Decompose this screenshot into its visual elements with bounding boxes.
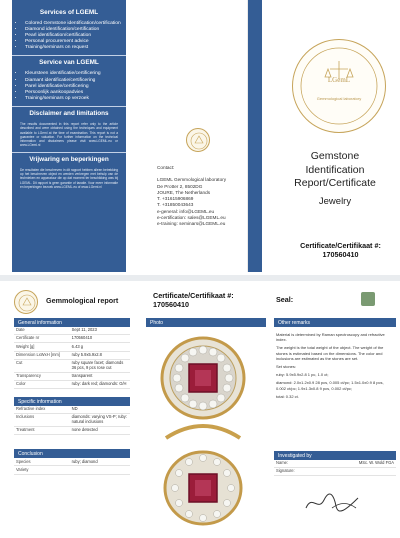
remark-paragraph: ruby: 5.9x5.9x2.8 1 pc, 1.0 ct; xyxy=(276,372,329,378)
remark-paragraph: The weight is the total weight of the object. The weight of the stones is estimated based on the dimensions. The color and inclusions are estimated as the stones are set. xyxy=(276,345,384,361)
signature-image xyxy=(302,490,362,519)
row-key: Cut xyxy=(14,359,70,372)
row-value: MSc. W. Wold FGA xyxy=(333,460,396,468)
list-item: • Training/seminars on request xyxy=(24,45,126,51)
list-item: • Pearl identification/certification xyxy=(24,33,126,39)
remark-paragraph: Set stones: xyxy=(276,364,297,370)
voorwaarden-title: Vrijwaring en beperkingen xyxy=(12,152,126,166)
table-row xyxy=(14,343,130,351)
certificate-label: Certificate/Certifikaat #: xyxy=(300,241,381,250)
contact-line: LGEML Gemmological laboratory xyxy=(157,177,227,183)
row-key: Signature: xyxy=(274,468,333,476)
row-value: 170560410 xyxy=(70,335,130,343)
row-key: Transparency xyxy=(14,372,70,380)
table-row xyxy=(14,351,130,359)
seal-subtitle: Gemmological laboratory xyxy=(316,96,362,101)
contact-line: T. +31850043643 xyxy=(157,202,194,208)
specific-info-table xyxy=(14,406,130,435)
report-right-panel xyxy=(274,318,396,536)
row-value: ruby 5.9x5.9x2.8 xyxy=(70,351,130,359)
remarks-title: Other remarks xyxy=(274,318,396,327)
table-row xyxy=(14,372,130,380)
services-en-list xyxy=(12,21,126,51)
contact-block xyxy=(157,165,252,228)
certificate-number-cover xyxy=(283,241,398,259)
certificate-label: Certificate/Certifikaat #: xyxy=(153,291,234,300)
table-row xyxy=(14,466,130,474)
lab-seal-small-icon xyxy=(186,128,210,152)
row-value xyxy=(70,466,130,474)
list-item: • Personal procurement advice xyxy=(24,39,126,45)
remark-paragraph: diamond: 2.0x1.2x0.9 28 pcs, 0.005 ct/pc; 1.5x1.0x0.9 8 pcs, 0.002 ct/pc; 1.9x1.3x0.8 9 pcs, 0.002 ct/pc; xyxy=(276,380,384,391)
list-item: • Diamant identificatie/certificering xyxy=(24,78,126,84)
contact-line: T. +31615906869 xyxy=(157,196,194,202)
row-key: Inclusions xyxy=(14,414,70,427)
conclusion-table xyxy=(14,458,130,474)
services-nl-title: Service van LGEML xyxy=(12,55,126,69)
report-title: Gemstone Identification Report/Certificate xyxy=(294,150,376,189)
row-value: ruby; diamond xyxy=(70,458,130,466)
row-value: ruby: dark red; diamonds: G/H xyxy=(70,380,130,388)
table-row xyxy=(14,327,130,335)
lab-logo-icon xyxy=(14,290,38,314)
table-row xyxy=(14,458,130,466)
seal-label: Seal: xyxy=(276,295,294,304)
table-row xyxy=(14,427,130,435)
general-info-table xyxy=(14,327,130,389)
disclaimer-title: Disclaimer and limitations xyxy=(12,106,126,120)
row-value: diamonds: varying VS-P; ruby: natural inclusions xyxy=(70,414,130,427)
list-item: • Persoonlijk aankoopadvies xyxy=(24,90,126,96)
table-row xyxy=(274,460,396,468)
row-value: ND xyxy=(70,406,130,414)
list-item: • Colored Gemstone identification/certification xyxy=(24,21,126,27)
row-value: Sept 11, 2023 xyxy=(70,327,130,335)
certificate-number: 170560410 xyxy=(322,250,359,259)
row-value: 6.43 g xyxy=(70,343,130,351)
row-key: Refractive index xyxy=(14,406,70,414)
table-row xyxy=(14,359,130,372)
contact-line: e-general: info@LGEML.eu xyxy=(157,208,215,214)
row-key: Variety xyxy=(14,466,70,474)
remarks-text xyxy=(274,327,396,407)
row-key: Species xyxy=(14,458,70,466)
lab-seal-icon xyxy=(292,39,386,133)
contact-line: De Protter 2, 8502DG xyxy=(157,183,203,189)
specific-info-title: Specific information xyxy=(14,397,130,406)
investigated-title: Investigated by xyxy=(274,451,396,460)
row-value: none detected xyxy=(70,427,130,435)
remark-paragraph: Material is determined by Raman spectroscopy and refractive index. xyxy=(276,332,385,343)
row-key: Certificate nr xyxy=(14,335,70,343)
contact-line: e-certification: sales@LGEML.eu xyxy=(157,215,226,221)
row-value: transparent xyxy=(70,372,130,380)
table-row xyxy=(14,414,130,427)
contact-label: Contact: xyxy=(157,165,175,170)
voorwaarden-text: De resultaten die beschreven in dit rapport hebben alleen betrekking op het beschreven object en werden verkregen met behulp van de technieken en apparatuur die op dat moment ter beschikking was bij LGEML. Dit rapport is geen garantie of taxatie. Voor meer informatie en beperkingen bezoek www.LGEML.eu of www.LGeml.nl xyxy=(20,167,118,189)
row-key: Dimension LxWxH [mm] xyxy=(14,351,70,359)
cover-strip xyxy=(248,0,262,272)
table-row xyxy=(14,335,130,343)
services-en-title: Services of LGEML xyxy=(39,9,99,16)
disclaimer-text: The results documented in this report refer only to the article described and were obtained using the techniques and equipment available to LGeml at the time of examination. This report is not a guarantee or valuation. For further information on the technical information and disclaimers please visit www.LGEML.eu or www.LGeml.nl xyxy=(20,121,118,148)
general-info-title: General information xyxy=(14,318,130,327)
row-key: Treatment xyxy=(14,427,70,435)
report-header: Gemmological report xyxy=(46,296,119,305)
conclusion-title: Conclusion xyxy=(14,449,130,458)
contact-line: e-training: seminars@LGEML.eu xyxy=(157,221,226,227)
investigator-table xyxy=(274,460,396,476)
certificate-number: 170560410 xyxy=(153,300,189,309)
certificate-number-report xyxy=(153,291,234,309)
table-row xyxy=(14,380,130,388)
jewelry-label: Jewelry xyxy=(318,196,352,207)
list-item: • Training/seminars op verzoek xyxy=(24,96,126,102)
remark-paragraph: total: 0.32 ct. xyxy=(276,393,299,399)
services-nl-list xyxy=(12,71,126,101)
contact-line: JOURE, The Netherlands xyxy=(157,189,211,195)
row-key: Weight [g] xyxy=(14,343,70,351)
report-left-panel xyxy=(14,318,130,536)
row-key: Color xyxy=(14,380,70,388)
row-value: ruby square facet; diamonds 36 pcs, 9 pcs rose cut xyxy=(70,359,130,372)
seal-name: LGemL xyxy=(327,76,351,84)
photo-title: Photo xyxy=(146,318,266,327)
list-item: • Kleursteen identificatie/certificering xyxy=(24,71,126,77)
row-key: Date xyxy=(14,327,70,335)
table-row xyxy=(274,468,396,476)
hologram-seal-icon xyxy=(361,292,375,306)
list-item: • Diamond identification/certification xyxy=(24,27,126,33)
ring-photo xyxy=(146,330,260,538)
services-column xyxy=(12,0,126,272)
table-row xyxy=(14,406,130,414)
list-item: • Parel identificatie/certificering xyxy=(24,84,126,90)
row-key: Name: xyxy=(274,460,333,468)
